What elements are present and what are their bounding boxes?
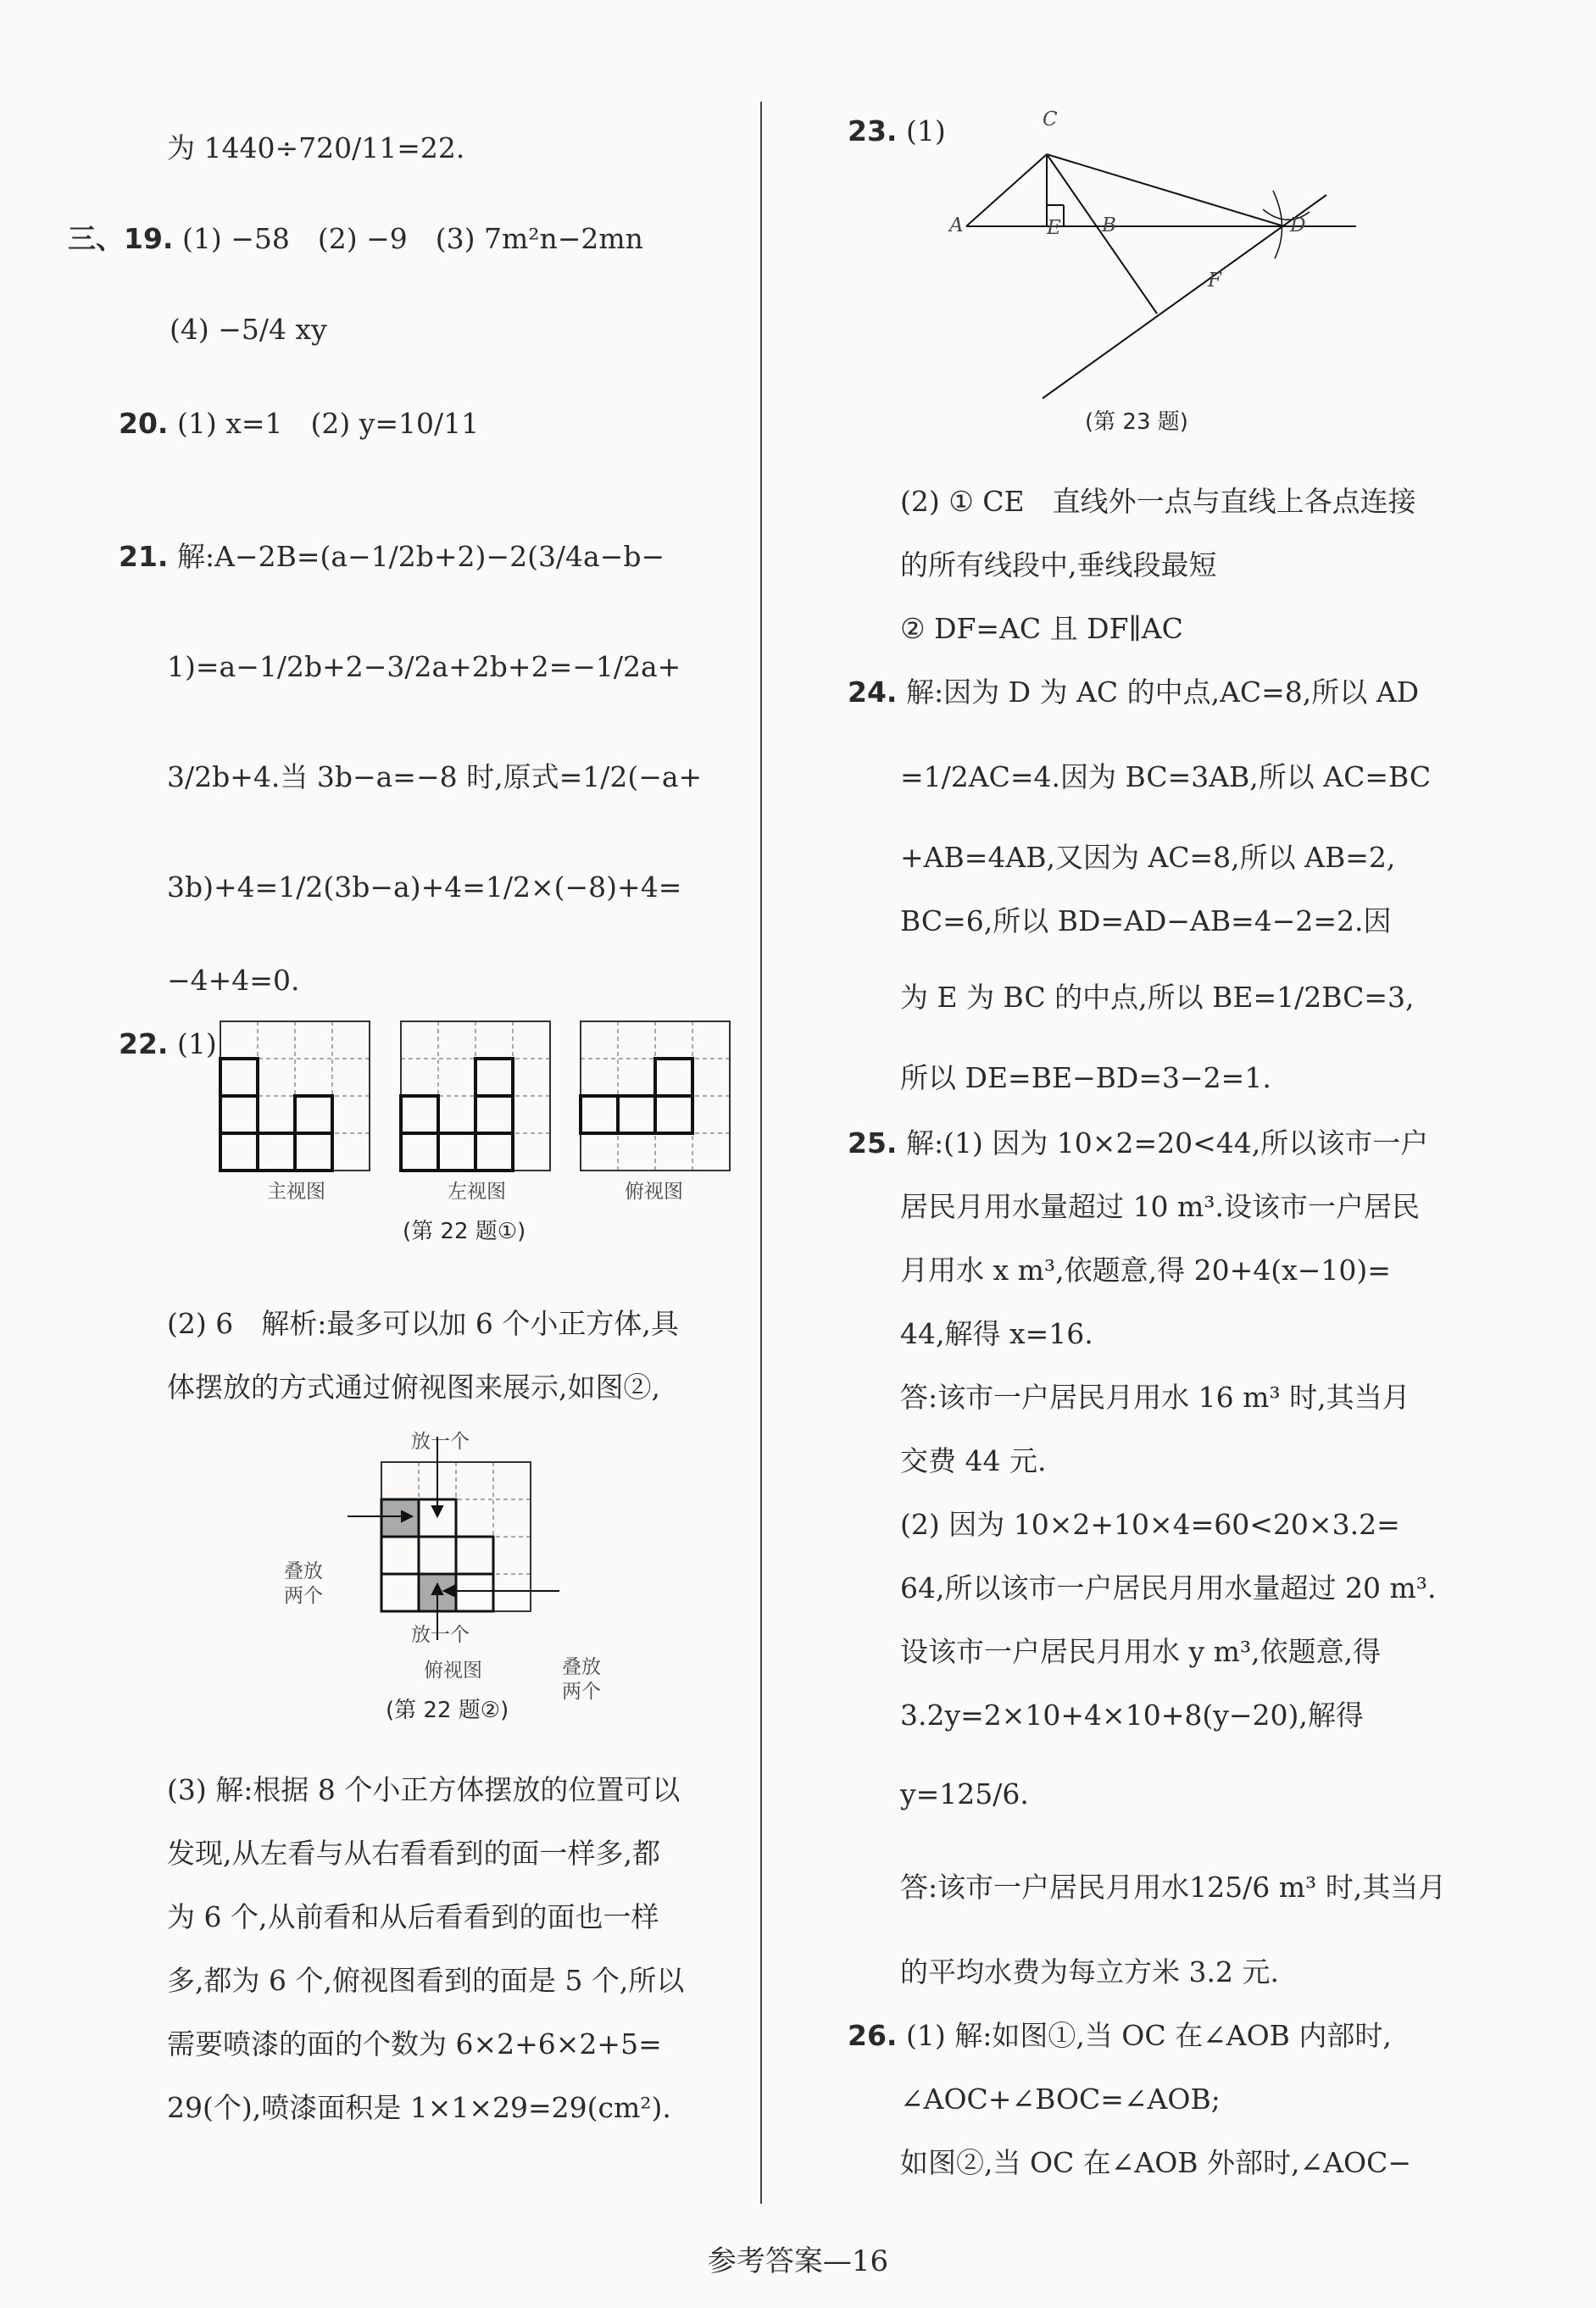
q21-line5: −4+4=0. [167,964,300,997]
q22-line3: (3) 解:根据 8 个小正方体摆放的位置可以 [167,1773,681,1806]
left-view-label: 左视图 [448,1181,506,1203]
point-E: E [1047,217,1061,239]
q24-line6: 所以 DE=BE−BD=3−2=1. [900,1061,1271,1094]
top-view-placement-grid [381,1462,531,1611]
q25-line8: 64,所以该市一户居民月用水量超过 20 m³. [900,1571,1437,1604]
figure-23-caption: (第 23 题) [1085,409,1188,435]
q25-line11: y=125/6. [900,1777,1029,1810]
q25-line1: 25. 解:(1) 因为 10×2=20<44,所以该市一户 [848,1126,1429,1160]
point-F: F [1208,270,1221,292]
q19-part4: (4) −5/4 xy [170,313,327,346]
q22-line7: 需要喷漆的面的个数为 6×2+6×2+5= [167,2027,662,2061]
q25-line4: 44,解得 x=16. [900,1317,1093,1350]
q25-line5: 答:该市一户居民月用水 16 m³ 时,其当月 [900,1381,1410,1414]
q24-line4: BC=6,所以 BD=AD−AB=4−2=2.因 [900,904,1392,937]
q23-line3: ② DF=AC 且 DF∥AC [900,612,1183,645]
put-one-top-label: 放一个 [411,1431,470,1453]
q23-line1: (2) ① CE 直线外一点与直线上各点连接 [900,485,1416,518]
front-view-grid [220,1021,370,1171]
q21-line3: 3/2b+4.当 3b−a=−8 时,原式=1/2(−a+ [167,760,703,793]
point-D: D [1290,214,1306,236]
front-view-label: 主视图 [267,1181,325,1203]
top-view-2-label: 俯视图 [424,1660,482,1682]
point-B: B [1102,214,1116,236]
q25-line7: (2) 因为 10×2+10×4=60<20×3.2= [900,1508,1400,1541]
top-view-label: 俯视图 [625,1181,683,1203]
q22-line8: 29(个),喷漆面积是 1×1×29=29(cm²). [167,2091,671,2124]
figure-23-geometry [958,110,1365,415]
q20: 20. (1) x=1 (2) y=10/11 [119,407,480,440]
q23-line2: 的所有线段中,垂线段最短 [900,548,1217,581]
stack-two-right-label: 叠放两个 [562,1656,601,1703]
q21-line4: 3b)+4=1/2(3b−a)+4=1/2×(−8)+4= [167,870,682,904]
q22-line1: (2) 6 解析:最多可以加 6 个小正方体,具 [167,1307,679,1340]
q26-line3: 如图②,当 OC 在∠AOB 外部时,∠AOC− [900,2146,1411,2179]
left-view-grid [401,1021,550,1171]
page-footer: 参考答案—16 [707,2244,889,2278]
q24-line5: 为 E 为 BC 的中点,所以 BE=1/2BC=3, [900,981,1415,1014]
point-A: A [949,214,964,236]
column-divider [760,102,762,2204]
q25-line6: 交费 44 元. [900,1444,1047,1477]
q22-line4: 发现,从左看与从右看看到的面一样多,都 [167,1837,660,1870]
q22: 22. (1) [119,1027,217,1060]
put-one-bottom-label: 放一个 [411,1624,470,1646]
point-C: C [1043,108,1058,131]
q25-line12: 答:该市一户居民月用水125/6 m³ 时,其当月 [900,1871,1447,1904]
q25-line2: 居民月用水量超过 10 m³.设该市一户居民 [900,1190,1420,1223]
q21-line2: 1)=a−1/2b+2−3/2a+2b+2=−1/2a+ [167,650,681,683]
q21-line1: 21. 解:A−2B=(a−1/2b+2)−2(3/4a−b− [119,540,665,573]
q24-line1: 24. 解:因为 D 为 AC 的中点,AC=8,所以 AD [848,676,1420,709]
figure-22-2-caption: (第 22 题②) [386,1698,509,1723]
figure-22-1-caption: (第 22 题①) [403,1219,526,1244]
q25-line9: 设该市一户居民月用水 y m³,依题意,得 [900,1635,1382,1668]
q19: 三、19. (1) −58 (2) −9 (3) 7m²n−2mn [68,222,643,255]
q22-line2: 体摆放的方式通过俯视图来展示,如图②, [167,1371,660,1404]
q24-line3: +AB=4AB,又因为 AC=8,所以 AB=2, [900,841,1396,874]
line-division-result: 为 1440÷720/11=22. [167,131,465,164]
q23: 23. (1) [848,114,946,147]
q25-line3: 月用水 x m³,依题意,得 20+4(x−10)= [900,1254,1391,1287]
q25-line13: 的平均水费为每立方米 3.2 元. [900,1955,1279,1988]
q22-line6: 多,都为 6 个,俯视图看到的面是 5 个,所以 [167,1964,685,1997]
q26-line1: 26. (1) 解:如图①,当 OC 在∠AOB 内部时, [848,2019,1392,2052]
stack-two-left-label: 叠放两个 [284,1560,323,1607]
q22-line5: 为 6 个,从前看和从后看看到的面也一样 [167,1900,659,1933]
q26-line2: ∠AOC+∠BOC=∠AOB; [900,2083,1221,2116]
q24-line2: =1/2AC=4.因为 BC=3AB,所以 AC=BC [900,760,1432,793]
top-view-grid [581,1021,730,1171]
q25-line10: 3.2y=2×10+4×10+8(y−20),解得 [900,1699,1364,1732]
